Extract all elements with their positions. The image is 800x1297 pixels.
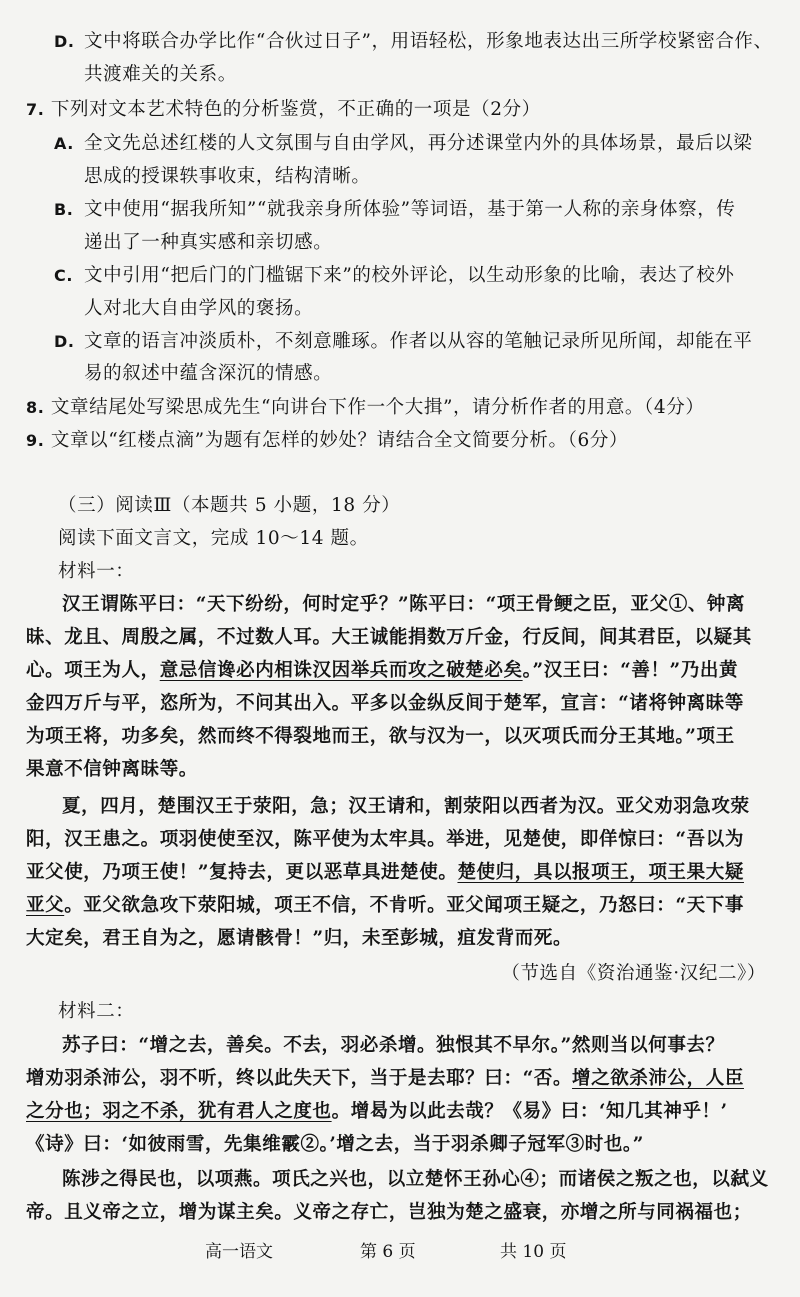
option-label: D. [54, 32, 75, 51]
option-text: 文中引用“把后门的门槛锯下来”的校外评论，以生动形象的比喻，表达了校外 [84, 265, 735, 286]
section-heading: （三）阅读Ⅲ（本题共 5 小题，18 分） [58, 495, 401, 516]
passage-line: 帝。且义帝之立，增为谋主矣。义帝之存亡，岂独为楚之盛衰，亦增之所与同祸福也； [26, 1202, 752, 1223]
footer-page-number: 第 6 页 [360, 1242, 416, 1262]
passage-line: 《诗》曰：‘如彼雨雪，先集维霰②。’增之去，当于羽杀卿子冠军③时也。” [26, 1134, 645, 1155]
underlined-sentence: 增之欲杀沛公，人臣 [572, 1068, 744, 1089]
underlined-sentence: 意忌信谗必内相诛汉因举兵而攻之破楚必矣 [159, 660, 523, 681]
footer-subject: 高一语文 [205, 1242, 273, 1262]
question-number: 9. [26, 431, 45, 450]
option-label: D. [54, 332, 75, 351]
passage-line: 果意不信钟离昧等。 [26, 759, 198, 780]
material-2-label: 材料二： [58, 1001, 135, 1022]
question-text: 文章以“红楼点滴”为题有怎样的妙处？请结合全文简要分析。（6分） [50, 430, 629, 451]
underlined-sentence: 亚父 [26, 895, 65, 916]
option-label: B. [54, 200, 74, 219]
question-text: 文章结尾处写梁思成先生“向讲台下作一个大揖”，请分析作者的用意。（4分） [50, 397, 705, 418]
option-label: C. [54, 266, 74, 285]
passage-line: 亚父使，乃项王使！”复持去，更以恶草具进楚使。楚使归，具以报项王，项王果大疑 [26, 862, 744, 883]
option-text: 文中使用“据我所知”“就我亲身所体验”等词语，基于第一人称的亲身体察，传 [84, 199, 736, 220]
passage-line: 阳，汉王患之。项羽使使至汉，陈平使为太牢具。举进，见楚使，即佯惊曰：“吾以为 [26, 829, 744, 850]
question-8 [26, 396, 704, 420]
option-text: 文章的语言冲淡质朴，不刻意雕琢。作者以从容的笔触记录所见所闻，却能在平 [84, 331, 753, 352]
q7-option-d [54, 330, 753, 354]
option-label: A. [54, 134, 74, 153]
passage-line: 昧、龙且、周殷之属，不过数人耳。大王诚能捐数万斤金，行反间，间其君臣，以疑其 [26, 627, 752, 648]
section-instruction: 阅读下面文言文，完成 10～14 题。 [58, 528, 369, 549]
underlined-sentence: 之分也；羽之不杀，犹有君人之度也 [26, 1101, 332, 1122]
passage-line: 亚父。亚父欲急攻下荥阳城，项王不信，不肯听。亚父闻项王疑之，乃怒曰：“天下事 [26, 895, 744, 916]
question-9 [26, 429, 628, 453]
passage-line: 之分也；羽之不杀，犹有君人之度也。增曷为以此去哉？《易》曰：‘知几其神乎！’ [26, 1101, 728, 1122]
footer-total-pages: 共 10 页 [500, 1242, 567, 1262]
q7-option-a [54, 132, 753, 156]
question-number: 8. [26, 398, 45, 417]
question-number: 7. [26, 100, 45, 119]
passage-line: 金四万斤与平，恣所为，不问其出入。平多以金纵反间于楚军，宣言：“诸将钟离昧等 [26, 693, 744, 714]
q7-option-d-cont: 易的叙述中蕴含深沉的情感。 [84, 363, 333, 384]
passage-line: 夏，四月，楚围汉王于荥阳，急；汉王请和，割荥阳以西者为汉。亚父劝羽急攻荥 [62, 796, 750, 817]
source-citation: （节选自《资治通鉴·汉纪二》） [501, 963, 766, 984]
passage-line: 陈涉之得民也，以项燕。项氏之兴也，以立楚怀王孙心④；而诸侯之叛之也，以弑义 [62, 1169, 769, 1190]
passage-line: 汉王谓陈平曰：“天下纷纷，何时定乎？”陈平曰：“项王骨鲠之臣，亚父①、钟离 [62, 594, 746, 615]
passage-line: 增劝羽杀沛公，羽不听，终以此失天下，当于是去耶？曰：“否。增之欲杀沛公，人臣 [26, 1068, 744, 1089]
q7-option-b [54, 198, 735, 222]
underlined-sentence: 楚使归，具以报项王，项王果大疑 [457, 862, 744, 883]
q6-option-d-cont: 共渡难关的关系。 [84, 64, 237, 85]
option-text: 全文先总述红楼的人文氛围与自由学风，再分述课堂内外的具体场景，最后以梁 [84, 133, 753, 154]
q7-option-c-cont: 人对北大自由学风的褒扬。 [84, 298, 314, 319]
passage-line: 苏子曰：“增之去，善矣。不去，羽必杀增。独恨其不早尔。”然则当以何事去？ [62, 1035, 725, 1056]
question-stem: 下列对文本艺术特色的分析鉴赏，不正确的一项是（2分） [50, 99, 541, 120]
q6-option-d [54, 30, 773, 54]
passage-line: 心。项王为人，意忌信谗必内相诛汉因举兵而攻之破楚必矣。”汉王曰：“善！”乃出黄 [26, 660, 739, 681]
q7-option-c [54, 264, 734, 288]
q7-option-b-cont: 递出了一种真实感和亲切感。 [84, 232, 333, 253]
question-7 [26, 98, 541, 122]
option-text: 文中将联合办学比作“合伙过日子”，用语轻松，形象地表达出三所学校紧密合作、 [84, 31, 773, 52]
q7-option-a-cont: 思成的授课轶事收束，结构清晰。 [84, 166, 371, 187]
passage-line: 为项王将，功多矣，然而终不得裂地而王，欲与汉为一，以灭项氏而分王其地。”项王 [26, 726, 735, 747]
passage-line: 大定矣，君王自为之，愿请骸骨！”归，未至彭城，疽发背而死。 [26, 928, 573, 949]
material-1-label: 材料一： [58, 561, 135, 582]
